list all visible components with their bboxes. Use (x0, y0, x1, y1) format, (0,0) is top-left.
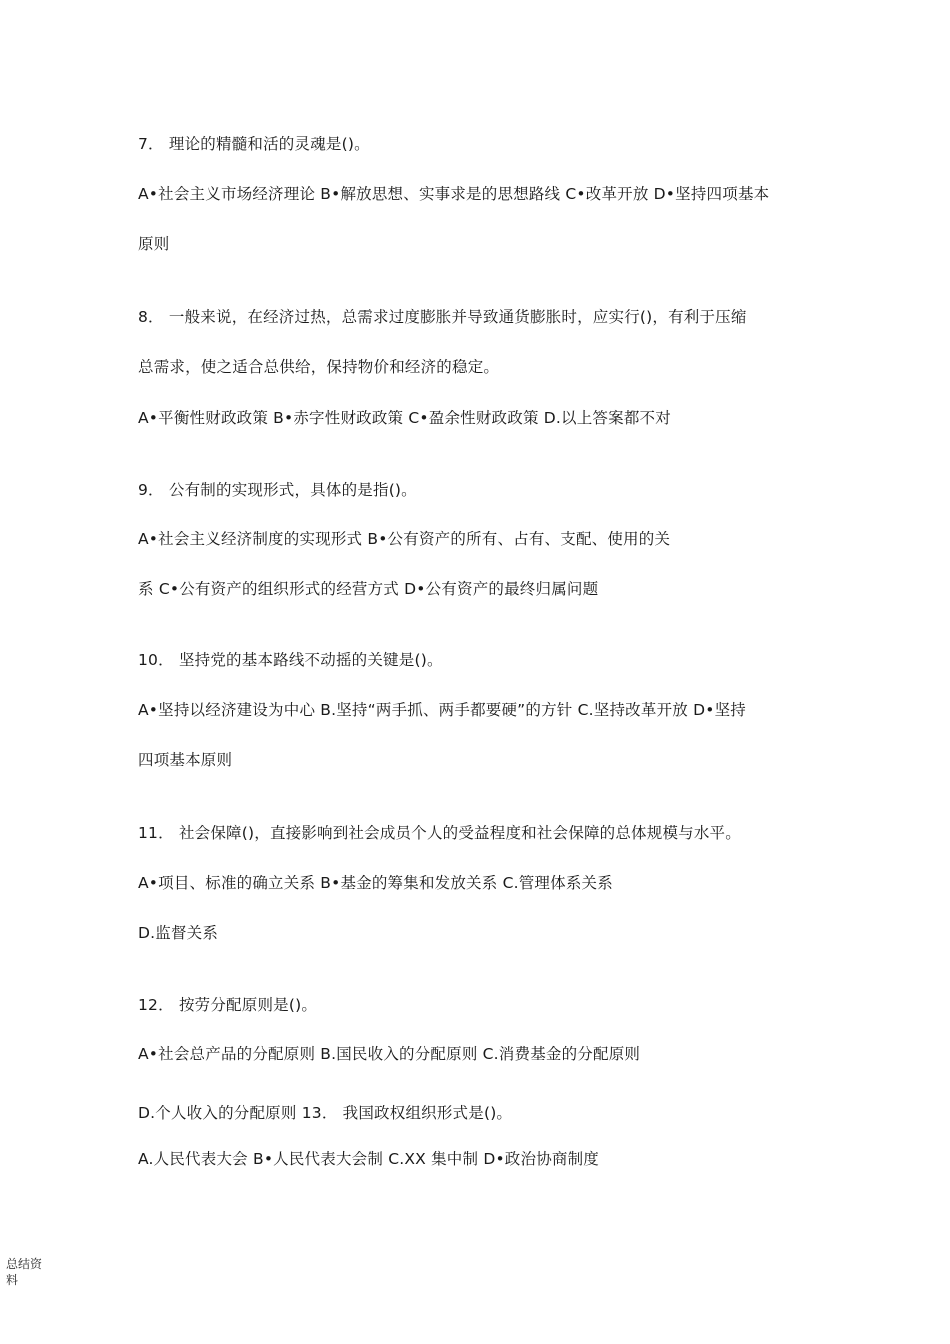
question-7-options-cont: 原则 (138, 235, 170, 253)
question-8-options: A•平衡性财政政策 B•赤字性财政政策 C•盈余性财政政策 D.以上答案都不对 (138, 409, 671, 427)
question-12-options-cont-and-question-13-stem: D.个人收入的分配原则 13． 我国政权组织形式是()。 (138, 1104, 513, 1122)
question-12-stem: 12． 按劳分配原则是()。 (138, 996, 318, 1014)
question-10-options: A•坚持以经济建设为中心 B.坚持“两手抓、两手都要硬”的方针 C.坚持改革开放 D•坚持 (138, 701, 746, 719)
question-11-stem: 11． 社会保障()，直接影响到社会成员个人的受益程度和社会保障的总体规模与水平。 (138, 824, 741, 842)
question-13-options: A.人民代表大会 B•人民代表大会制 C.XX 集中制 D•政治协商制度 (138, 1150, 600, 1168)
question-7-stem: 7． 理论的精髓和活的灵魂是()。 (138, 135, 370, 153)
question-9-stem: 9． 公有制的实现形式，具体的是指()。 (138, 481, 417, 499)
question-8-stem: 8． 一般来说，在经济过热，总需求过度膨胀并导致通货膨胀时，应实行()，有利于压缩 (138, 308, 747, 326)
question-9-options-cont: 系 C•公有资产的组织形式的经营方式 D•公有资产的最终归属问题 (138, 580, 599, 598)
question-10-options-cont: 四项基本原则 (138, 751, 233, 769)
footer-label-line1: 总结资 (6, 1257, 43, 1271)
question-8-stem-cont: 总需求，使之适合总供给，保持物价和经济的稳定。 (138, 358, 500, 376)
question-12-options: A•社会总产品的分配原则 B.国民收入的分配原则 C.消费基金的分配原则 (138, 1045, 641, 1063)
footer-label-line2: 料 (6, 1273, 19, 1287)
question-11-options-cont: D.监督关系 (138, 924, 219, 942)
question-10-stem: 10． 坚持党的基本路线不动摇的关键是()。 (138, 651, 443, 669)
question-11-options: A•项目、标准的确立关系 B•基金的筹集和发放关系 C.管理体系关系 (138, 874, 613, 892)
question-9-options: A•社会主义经济制度的实现形式 B•公有资产的所有、占有、支配、使用的关 (138, 530, 671, 548)
question-7-options: A•社会主义市场经济理论 B•解放思想、实事求是的思想路线 C•改革开放 D•坚持四项基本 (138, 185, 770, 203)
